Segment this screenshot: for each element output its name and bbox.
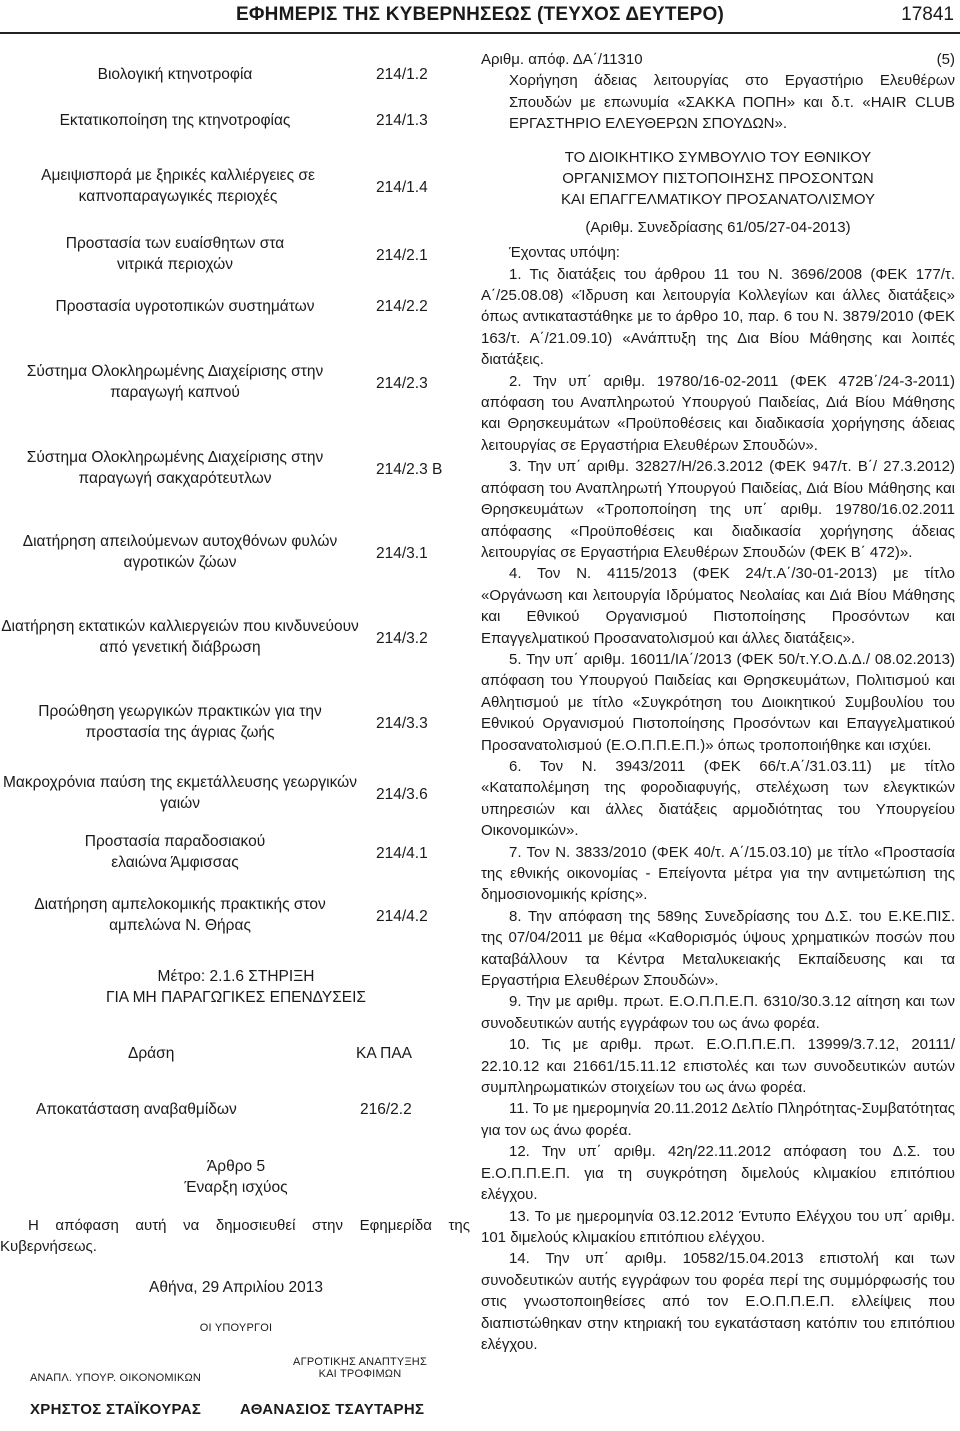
regard-item: 8. Την απόφαση της 589ης Συνεδρίασης του Δ.Σ. του Ε.ΚΕ.ΠΙΣ. της 07/04/2011 με θέμα «Καθορισμός ύψους χρηματικών ποσών που καταβάλλουν τα Κέντρα Μεταλυκειακής Εκπαίδευσης και τα Εργαστήρια Ελευθέρων Σπουδών». <box>481 907 955 990</box>
measure-label: Προστασία υγροτοπικών συστημάτων <box>55 298 315 315</box>
action-label: Αποκατάσταση αναβαθμίδων <box>36 1101 237 1118</box>
article-title: Έναρξη ισχύος <box>184 1179 288 1196</box>
date-line: Αθήνα, 29 Απριλίου 2013 <box>149 1279 323 1296</box>
article-number: Άρθρο 5 <box>206 1158 266 1175</box>
measure-code: 214/2.3 Β <box>376 461 443 478</box>
minister1-role: ΑΝΑΠΛ. ΥΠΟΥΡ. ΟΙΚΟΝΟΜΙΚΩΝ <box>30 1372 202 1384</box>
action-column-header: Δράση <box>128 1045 175 1062</box>
decision-subject: Χορήγηση άδειας λειτουργίας στο Εργαστήριο Ελευθέρων Σπουδών με επωνυμία «ΣΑΚΚΑ ΠΟΠΗ» και δ.τ. «HAIR CLUB ΕΡΓΑΣΤΗΡΙΟ ΕΛΕΥΘΕΡΩΝ ΣΠΟΥΔΩΝ». <box>509 72 955 133</box>
page-header <box>0 0 960 34</box>
measure-code: 214/3.6 <box>376 786 428 803</box>
measure-label: Σύστημα Ολοκληρωμένης Διαχείρισης στην παραγωγή σακχαρότευτλων <box>26 449 324 487</box>
regard-item: 10. Τις με αριθμ. πρωτ. Ε.Ο.Π.Π.Ε.Π. 13999/3.7.12, 20111/ 22.10.12 και 21661/15.11.12 επιστολές και των συνοδευτικών αυτών συμπληρωματικών στοιχείων του ως άνω φορέα. <box>481 1036 955 1097</box>
measure-heading <box>0 966 472 1008</box>
measure-label: Προστασία των ευαίσθητων στα νιτρικά περιοχών <box>65 235 285 273</box>
regard-item: 14. Την υπ΄ αριθμ. 10582/15.04.2013 επιστολή και των συνοδευτικών αυτής εγγράφων του φορέα περί της συμμόρφωσής του στις γνωστοποιηθείσες από τον Ε.Ο.Π.Π.Ε.Π. ελλείψεις που διαπιστώθηκαν στην κτηριακή του εγκατάσταση κατόπιν του επιτόπιου ελέγχου. <box>481 1250 955 1353</box>
board-heading-line3: ΚΑΙ ΕΠΑΓΓΕΛΜΑΤΙΚΟΥ ΠΡΟΣΑΝΑΤΟΛΙΣΜΟΥ <box>560 191 876 209</box>
session-number: (Αριθμ. Συνεδρίασης 61/05/27-04-2013) <box>585 218 851 236</box>
measure-label: Διατήρηση αμπελοκομικής πρακτικής στον αμπελώνα Ν. Θήρας <box>34 896 326 934</box>
regard-item: 5. Την υπ΄ αριθμ. 16011/ΙΑ΄/2013 (ΦΕΚ 50/τ.Υ.Ο.Δ.Δ./ 08.02.2013) απόφαση του Υπουργού Παιδείας και Θρησκευμάτων, Πολιτισμού και Αθλητισμού με τίτλο «Συγκρότηση του Διοικητικού Συμβουλίου του Εθνικού Οργανισμού Πιστοποίησης Προσόντων και Επαγγελματικού Προσανατολισμού (Ε.Ο.Π.Π.Ε.Π.)» όπως τροποποιήθηκε και ισχύει. <box>481 650 955 754</box>
measure-label: Διατήρηση απειλούμενων αυτοχθόνων φυλών αγροτικών ζώων <box>22 533 338 571</box>
action-code: 216/2.2 <box>360 1101 412 1118</box>
board-heading-line1: ΤΟ ΔΙΟΙΚΗΤΙΚΟ ΣΥΜΒΟΥΛΙΟ ΤΟΥ ΕΘΝΙΚΟΥ <box>564 148 872 166</box>
regard-item: 13. Το με ημερομηνία 03.12.2012 Έντυπο Ελέγχου του υπ΄ αριθμ. 101 διμελούς κλιμακίου επιτόπιου ελέγχου. <box>481 1207 955 1246</box>
measure-label: Μακροχρόνια παύση της εκμετάλλευσης γεωργικών γαιών <box>2 774 357 812</box>
board-heading <box>481 147 955 211</box>
minister2-role <box>270 1356 450 1380</box>
measure-label: Προώθηση γεωργικών πρακτικών για την προστασία της άγριας ζωής <box>38 703 322 741</box>
measure-code: 214/1.4 <box>376 179 428 196</box>
minister2-role-line2: ΚΑΙ ΤΡΟΦΙΜΩΝ <box>318 1368 402 1380</box>
measure-code: 214/2.3 <box>376 375 428 392</box>
measure-code: 214/1.2 <box>376 66 428 83</box>
measure-heading-line2: ΓΙΑ ΜΗ ΠΑΡΑΓΩΓΙΚΕΣ ΕΠΕΝΔΥΣΕΙΣ <box>105 989 367 1006</box>
regard-item: 7. Τον Ν. 3833/2010 (ΦΕΚ 40/τ. Α΄/15.03.10) με τίτλο «Προστασία της εθνικής οικονομίας - Επείγοντα μέτρα για την αντιμετώπιση της δημοσιονομικής κρίσης». <box>481 843 955 904</box>
regard-item: 9. Την με αριθμ. πρωτ. Ε.Ο.Π.Π.Ε.Π. 6310/30.3.12 αίτηση και των συνοδευτικών αυτής εγγράφων του ως άνω φορέα. <box>481 993 955 1032</box>
measure-code: 214/3.2 <box>376 630 428 647</box>
regard-item: 12. Την υπ΄ αριθμ. 42η/22.11.2012 απόφαση του Δ.Σ. του Ε.Ο.Π.Π.Ε.Π. για τη συγκρότηση διμελούς κλιμακίου επιτόπιου ελέγχου. <box>481 1143 955 1204</box>
measure-code: 214/3.1 <box>376 545 428 562</box>
ministers-heading: ΟΙ ΥΠΟΥΡΓΟΙ <box>199 1322 273 1334</box>
left-column <box>0 34 472 1431</box>
regard-item: 4. Τον Ν. 4115/2013 (ΦΕΚ 24/τ.Α΄/30-01-2013) με τίτλο «Οργάνωση και λειτουργία Ιδρύματος Νεολαίας και Διά Βίου Μάθησης και Εθνικού Οργανισμού Πιστοποίησης Προσόντων και Επαγγελματικού Προσανατολισμού και άλλες διατάξεις». <box>481 565 955 647</box>
right-column <box>481 34 957 1431</box>
measure-heading-line1: Μέτρο: 2.1.6 ΣΤΗΡΙΞΗ <box>157 968 315 985</box>
publication-text: Η απόφαση αυτή να δημοσιευθεί στην Εφημερίδα της Κυβερνήσεως. <box>0 1217 470 1256</box>
minister1-name: ΧΡΗΣΤΟΣ ΣΤΑΪΚΟΥΡΑΣ <box>30 1401 202 1418</box>
decision-number: (5) <box>936 51 955 68</box>
measure-code: 214/2.1 <box>376 247 428 264</box>
measure-label: Σύστημα Ολοκληρωμένης Διαχείρισης στην παραγωγή καπνού <box>26 363 324 401</box>
measure-label: Βιολογική κτηνοτροφία <box>97 66 253 83</box>
page-number: 17841 <box>901 4 954 25</box>
regard-item: 2. Την υπ΄ αριθμ. 19780/16-02-2011 (ΦΕΚ 472Β΄/24-3-2011) απόφαση του Αναπληρωτού Υπουργού Παιδείας, Διά Βίου Μάθησης και Θρησκευμάτων «Προϋποθέσεις και διαδικασία χορήγησης άδειας λειτουργίας σε Εργαστήρια Ελευθέρων Σπουδών». <box>481 372 955 454</box>
measure-label: Εκτατικοποίηση της κτηνοτροφίας <box>59 112 291 129</box>
board-heading-line2: ΟΡΓΑΝΙΣΜΟΥ ΠΙΣΤΟΠΟΙΗΣΗΣ ΠΡΟΣΟΝΤΩΝ <box>562 170 874 188</box>
regard-item: 6. Τον Ν. 3943/2011 (ΦΕΚ 66/τ.Α΄/31.03.11) με τίτλο «Καταπολέμηση της φοροδιαφυγής, στελέχωση των ελεγκτικών υπηρεσιών και άλλες διατάξεις αρμοδιότητας του Υπουργείου Οικονομικών». <box>481 757 955 840</box>
minister2-name: ΑΘΑΝΑΣΙΟΣ ΤΣΑΥΤΑΡΗΣ <box>240 1401 425 1418</box>
measure-code: 214/1.3 <box>376 112 428 129</box>
regard-item: 1. Τις διατάξεις του άρθρου 11 του Ν. 3696/2008 (ΦΕΚ 177/τ. Α΄/25.08.08) «Ίδρυση και λειτουργία Κολλεγίων και άλλες διατάξεις» όπως αντικαταστάθηκε με το άρθρο 10, παρ. 6 του Ν. 3879/2010 (ΦΕΚ 163/τ. Α΄/21.09.10) «Ανάπτυξη της Δια Βίου Μάθησης και λοιπές διατάξεις. <box>481 265 955 369</box>
code-column-header: ΚΑ ΠΑΑ <box>356 1045 412 1062</box>
decision-reference: Αριθμ. απόφ. ΔΑ΄/11310 <box>481 51 643 68</box>
decision-block <box>481 49 955 1355</box>
article-heading <box>0 1156 472 1198</box>
measure-code: 214/3.3 <box>376 715 428 732</box>
measure-label: Διατήρηση εκτατικών καλλιεργειών που κινδυνεύουν από γενετική διάβρωση <box>1 618 359 656</box>
measure-label: Προστασία παραδοσιακού ελαιώνα Άμφισσας <box>84 833 266 871</box>
having-regard: Έχοντας υπόψη: <box>509 244 620 262</box>
measure-label: Αμειψισπορά με ξηρικές καλλιέργειες σε καπνοπαραγωγικές περιοχές <box>41 167 315 205</box>
decision-ref-line <box>481 49 955 70</box>
minister2-role-line1: ΑΓΡΟΤΙΚΗΣ ΑΝΑΠΤΥΞΗΣ <box>293 1356 427 1368</box>
regard-item: 11. Το με ημερομηνία 20.11.2012 Δελτίο Πληρότητας-Συμβατότητας για τον ως άνω φορέα. <box>481 1100 955 1139</box>
measure-code: 214/4.1 <box>376 845 428 862</box>
gazette-title: ΕΦΗΜΕΡΙΣ ΤΗΣ ΚΥΒΕΡΝΗΣΕΩΣ (ΤΕΥΧΟΣ ΔΕΥΤΕΡΟ) <box>236 4 724 25</box>
measure-code: 214/2.2 <box>376 298 428 315</box>
measure-code: 214/4.2 <box>376 908 428 925</box>
regard-item: 3. Την υπ΄ αριθμ. 32827/Η/26.3.2012 (ΦΕΚ 947/τ. Β΄/ 27.3.2012) απόφαση του Αναπληρωτή Υπουργού Παιδείας, Διά Βίου Μάθησης και Θρησκευμάτων «Τροποποίηση της υπ΄ αριθμ. 19780/16.02.2011 απόφασης «Προϋποθέσεις και διαδικασία χορήγησης άδειας λειτουργίας σε Εργαστήρια Ελευθέρων Σπουδών (ΦΕΚ Β΄ 472)». <box>481 458 955 561</box>
